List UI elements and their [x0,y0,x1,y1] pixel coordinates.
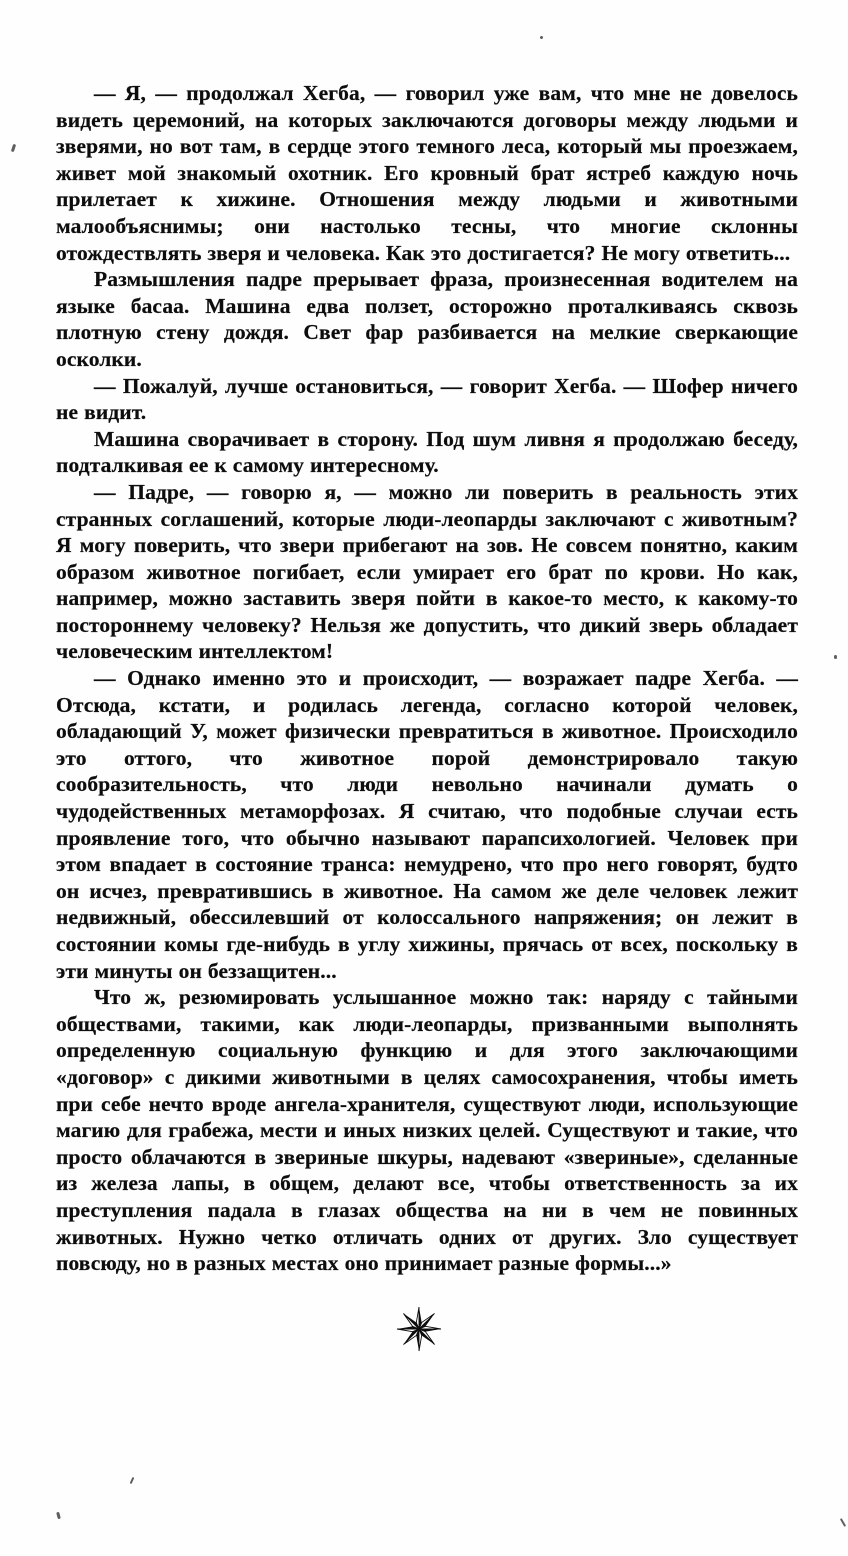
paragraph-1: — Я, — продолжал Хегба, — говорил уже вам, что мне не довелось видеть церемоний, на которых заключаются договоры между людьми и зверями, но вот там, в сердце этого темного леса, который мы проезжаем, живет мой знакомый охотник. Его кровный брат ястреб каждую ночь прилетает к хижине. Отношения между людьми и животными малообъяснимы; они настолько тесны, что многие склонны отождествлять зверя и человека. Как это достигается? Не могу ответить... [56,81,798,265]
paragraph-7: Что ж, резюмировать услышанное можно так: наряду с тайными обществами, такими, как люди-леопарды, призванными выполнять определенную социальную функцию и для этого заключающими «договор» с дикими животными в целях самосохранения, чтобы иметь при себе нечто вроде ангела-хранителя, существуют люди, использующие магию для грабежа, мести и иных низких целей. Существуют и такие, что просто облачаются в звериные шкуры, надевают «звериные», сделанные из железа лапы, в общем, делают все, чтобы ответственность за их преступления падала в глазах общества на ни в чем не повинных животных. Нужно четко отличать одних от других. Зло существует повсюду, но в разных местах оно принимает разные формы...» [56,985,798,1276]
scan-speck [834,655,837,659]
paragraph-2: Размышления падре прерывает фраза, произнесенная водителем на языке басаа. Машина едва ползет, осторожно проталкиваясь сквозь плотную стену дождя. Свет фар разбивается на мелкие сверкающие осколки. [56,267,798,371]
paragraph-3: — Пожалуй, лучше остановиться, — говорит Хегба. — Шофер ничего не видит. [56,373,798,425]
scan-speck [540,36,543,39]
scan-speck [130,1477,135,1484]
section-divider [56,1305,798,1358]
paragraph-6: — Однако именно это и происходит, — возражает падре Хегба. — Отсюда, кстати, и родилась легенда, согласно которой человек, обладающий У, может физически превратиться в животное. Происходило это оттого, что животное порой демонстрировало такую сообразительность, что люди невольно начинали думать о чудодейственных метаморфозах. Я считаю, что подобные случаи есть проявление того, что обычно называют парапсихологией. Человек при этом впадает в состояние транса: немудрено, что про него говорят, будто он исчез, превратившись в животное. На самом же деле человек лежит недвижный, обессилевший от колоссального напряжения; он лежит в состоянии комы где-нибудь в углу хижины, прячась от всех, поскольку в эти минуты он беззащитен... [56,666,798,983]
paragraph-5: — Падре, — говорю я, — можно ли поверить в реальность этих странных соглашений, которые люди-леопарды заключают с животным? Я могу поверить, что звери прибегают на зов. Не совсем понятно, каким образом животное погибает, если умирает его брат по крови. Но как, например, можно заставить зверя пойти в какое-то место, к какому-то постороннему человеку? Нельзя же допустить, что дикий зверь обладает человеческим интеллектом! [56,479,798,664]
eight-pointed-star-icon [395,1305,443,1353]
scan-speck [56,1512,61,1520]
scan-speck [840,1518,846,1527]
paragraph-4: Машина сворачивает в сторону. Под шум ливня я продолжаю беседу, подталкивая ее к самому интересному. [56,426,798,478]
